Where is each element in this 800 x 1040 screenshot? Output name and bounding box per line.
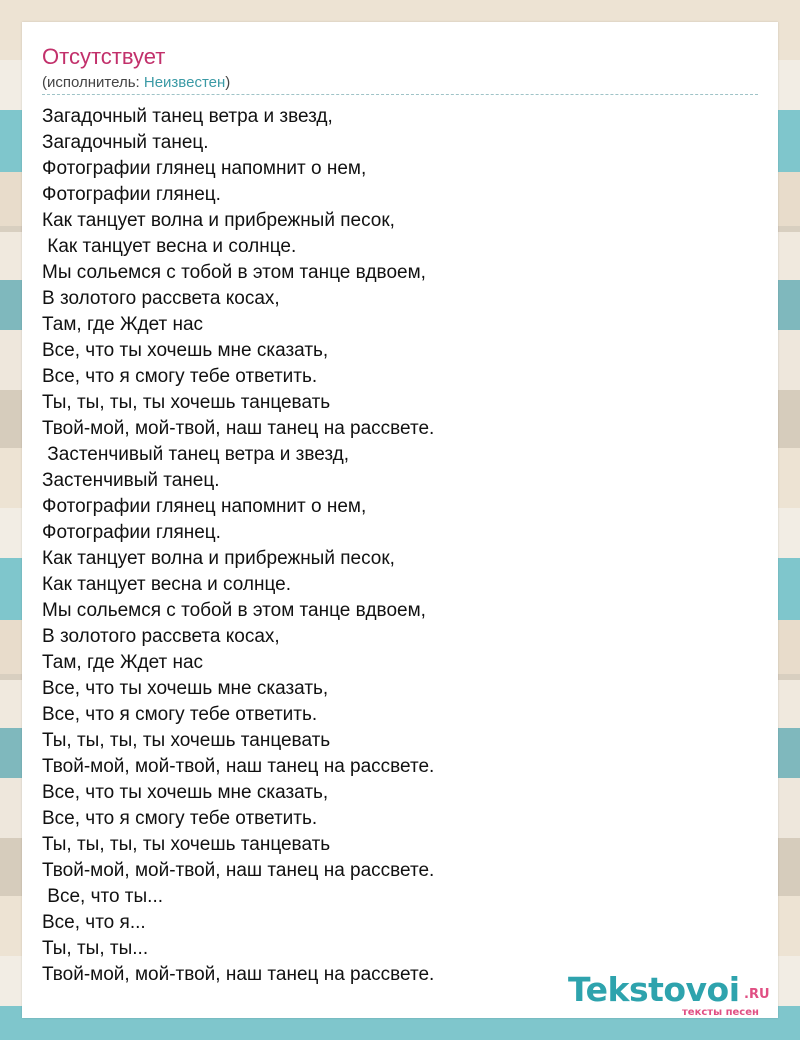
artist-link[interactable]: Неизвестен (143, 74, 226, 91)
lyric-line: Фотографии глянец. (42, 184, 221, 205)
logo-tagline: тексты песен (682, 1007, 759, 1018)
lyric-line: В золотого рассвета косах, (42, 626, 280, 647)
lyric-line: Твой-мой, мой-твой, наш танец на рассвете. (42, 756, 435, 777)
lyric-line: Твой-мой, мой-твой, наш танец на рассвете. (42, 418, 435, 439)
lyric-line: Все, что я смогу тебе ответить. (42, 808, 318, 829)
lyric-line: Там, где Ждет нас (42, 314, 204, 335)
lyric-line: Застенчивый танец ветра и звезд, (42, 444, 350, 465)
lyric-line: В золотого рассвета косах, (42, 288, 280, 309)
lyric-line: Ты, ты, ты, ты хочешь танцевать (42, 392, 331, 413)
lyric-line: Все, что ты хочешь мне сказать, (42, 782, 329, 803)
lyric-line: Мы сольемся с тобой в этом танце вдвоем, (42, 262, 426, 283)
lyric-line: Как танцует волна и прибрежный песок, (42, 548, 395, 569)
logo-wordmark: Tekstovoi (568, 970, 740, 1009)
site-logo[interactable] (568, 970, 778, 1018)
lyric-line: Все, что я... (42, 912, 146, 933)
lyric-line: Фотографии глянец напомнит о нем, (42, 158, 367, 179)
artist-prefix: (исполнитель: (42, 74, 144, 91)
lyric-line: Загадочный танец ветра и звезд, (42, 106, 333, 127)
lyric-line: Все, что ты... (42, 886, 164, 907)
lyric-line: Фотографии глянец напомнит о нем, (42, 496, 367, 517)
lyric-line: Как танцует весна и солнце. (42, 574, 291, 595)
lyric-line: Застенчивый танец. (42, 470, 220, 491)
lyric-line: Как танцует весна и солнце. (42, 236, 297, 257)
lyric-line: Как танцует волна и прибрежный песок, (42, 210, 395, 231)
lyric-line: Все, что ты хочешь мне сказать, (42, 340, 329, 361)
lyric-line: Фотографии глянец. (42, 522, 221, 543)
lyrics-text (42, 104, 758, 988)
lyric-line: Ты, ты, ты, ты хочешь танцевать (42, 730, 331, 751)
lyric-line: Твой-мой, мой-твой, наш танец на рассвете. (42, 860, 435, 881)
divider (42, 94, 758, 95)
lyrics-sheet (22, 22, 778, 1018)
lyric-line: Ты, ты, ты... (42, 938, 149, 959)
song-title: Отсутствует (42, 44, 166, 69)
artist-suffix: ) (225, 74, 231, 91)
lyric-line: Мы сольемся с тобой в этом танце вдвоем, (42, 600, 426, 621)
lyric-line: Загадочный танец. (42, 132, 209, 153)
logo-domain: .RU (744, 987, 770, 1002)
lyric-line: Все, что я смогу тебе ответить. (42, 366, 318, 387)
lyric-line: Твой-мой, мой-твой, наш танец на рассвете. (42, 964, 435, 985)
lyric-line: Ты, ты, ты, ты хочешь танцевать (42, 834, 331, 855)
lyric-line: Все, что ты хочешь мне сказать, (42, 678, 329, 699)
lyric-line: Все, что я смогу тебе ответить. (42, 704, 318, 725)
artist-line (42, 74, 230, 91)
lyric-line: Там, где Ждет нас (42, 652, 204, 673)
